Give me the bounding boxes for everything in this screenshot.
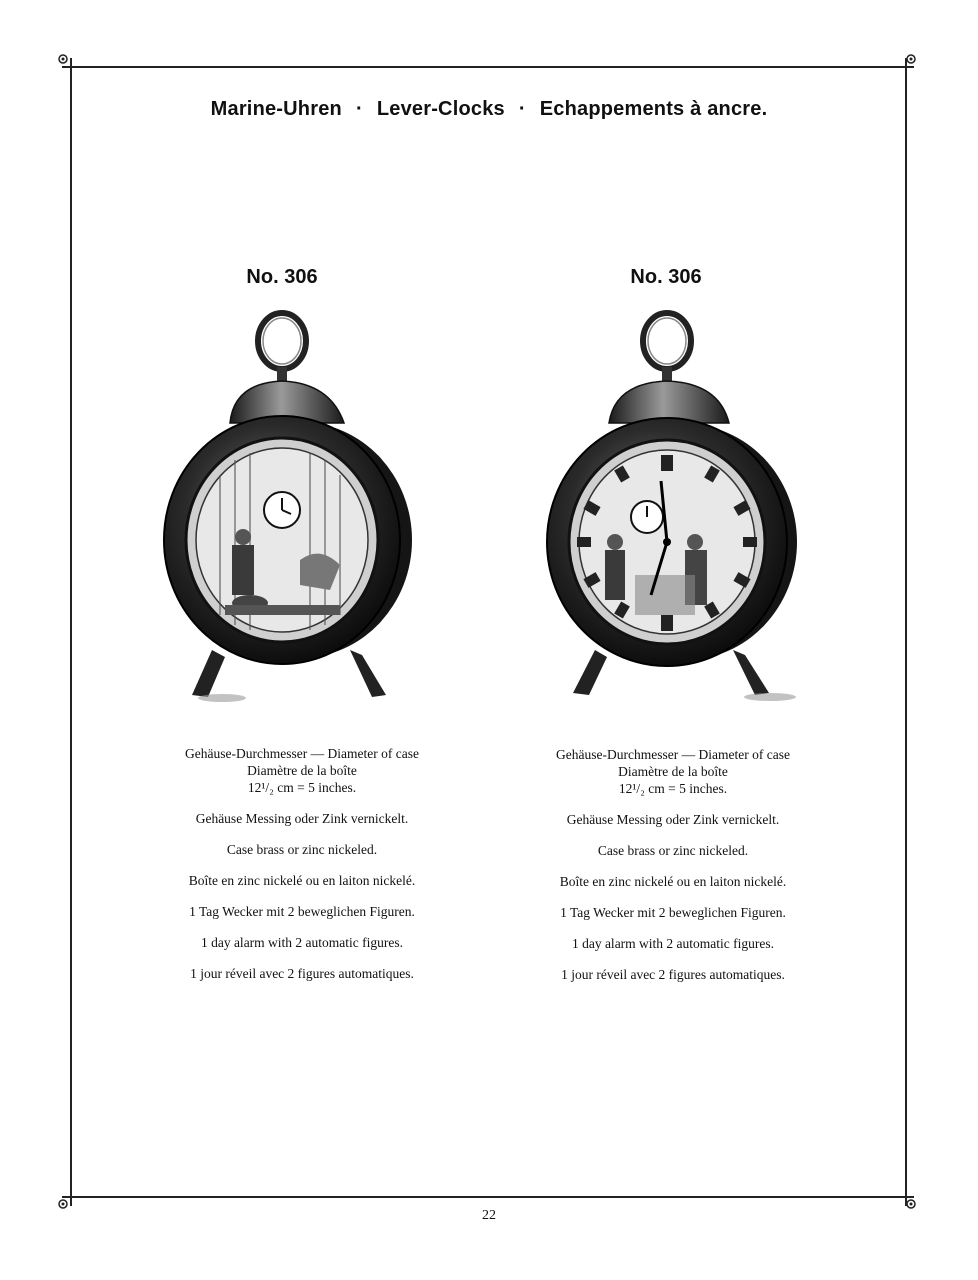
alarm-clock-illustration-right (535, 305, 805, 715)
corner-ornament-icon (905, 53, 917, 65)
spec-line: Diamètre de la boîte (247, 763, 357, 778)
model-number-left: No. 306 (246, 266, 318, 288)
frame-right-rule (905, 58, 907, 1206)
diameter-spec (142, 745, 462, 796)
title-french: Echappements à ancre. (539, 98, 768, 120)
feature-french: 1 jour réveil avec 2 figures automatiques. (190, 966, 414, 981)
frame-left-rule (70, 58, 72, 1206)
corner-ornament-icon (57, 53, 69, 65)
title-separator: · (518, 98, 526, 120)
spec-line: Diamètre de la boîte (618, 764, 728, 779)
frame-top-rule (62, 66, 914, 68)
feature-english: 1 day alarm with 2 automatic figures. (571, 936, 775, 951)
model-number-right: No. 306 (630, 266, 702, 288)
spec-block-left (142, 745, 462, 982)
material-english: Case brass or zinc nickeled. (226, 842, 378, 857)
material-french: Boîte en zinc nickelé ou en laiton nickelé. (188, 873, 416, 888)
material-french: Boîte en zinc nickelé ou en laiton nickelé. (559, 874, 787, 889)
spec-line: 12¹/₂ cm = 5 inches. (247, 780, 357, 795)
feature-english: 1 day alarm with 2 automatic figures. (200, 935, 404, 950)
material-german: Gehäuse Messing oder Zink vernickelt. (195, 811, 409, 826)
feature-french: 1 jour réveil avec 2 figures automatiques. (561, 967, 785, 982)
spec-block-right (513, 746, 833, 983)
diameter-spec (513, 746, 833, 797)
frame-bottom-rule (62, 1196, 914, 1198)
alarm-clock-illustration-left (150, 305, 420, 715)
material-english: Case brass or zinc nickeled. (597, 843, 749, 858)
spec-line: 12¹/₂ cm = 5 inches. (618, 781, 728, 796)
feature-german: 1 Tag Wecker mit 2 beweglichen Figuren. (560, 905, 786, 920)
title-separator: · (355, 98, 363, 120)
page-number: 22 (482, 1208, 496, 1223)
spec-line: Gehäuse-Durchmesser — Diameter of case (556, 747, 790, 762)
spec-line: Gehäuse-Durchmesser — Diameter of case (185, 746, 419, 761)
title-english: Lever-Clocks (376, 98, 505, 120)
title-german: Marine-Uhren (210, 98, 342, 120)
feature-german: 1 Tag Wecker mit 2 beweglichen Figuren. (189, 904, 415, 919)
page-title (0, 98, 978, 121)
material-german: Gehäuse Messing oder Zink vernickelt. (566, 812, 780, 827)
